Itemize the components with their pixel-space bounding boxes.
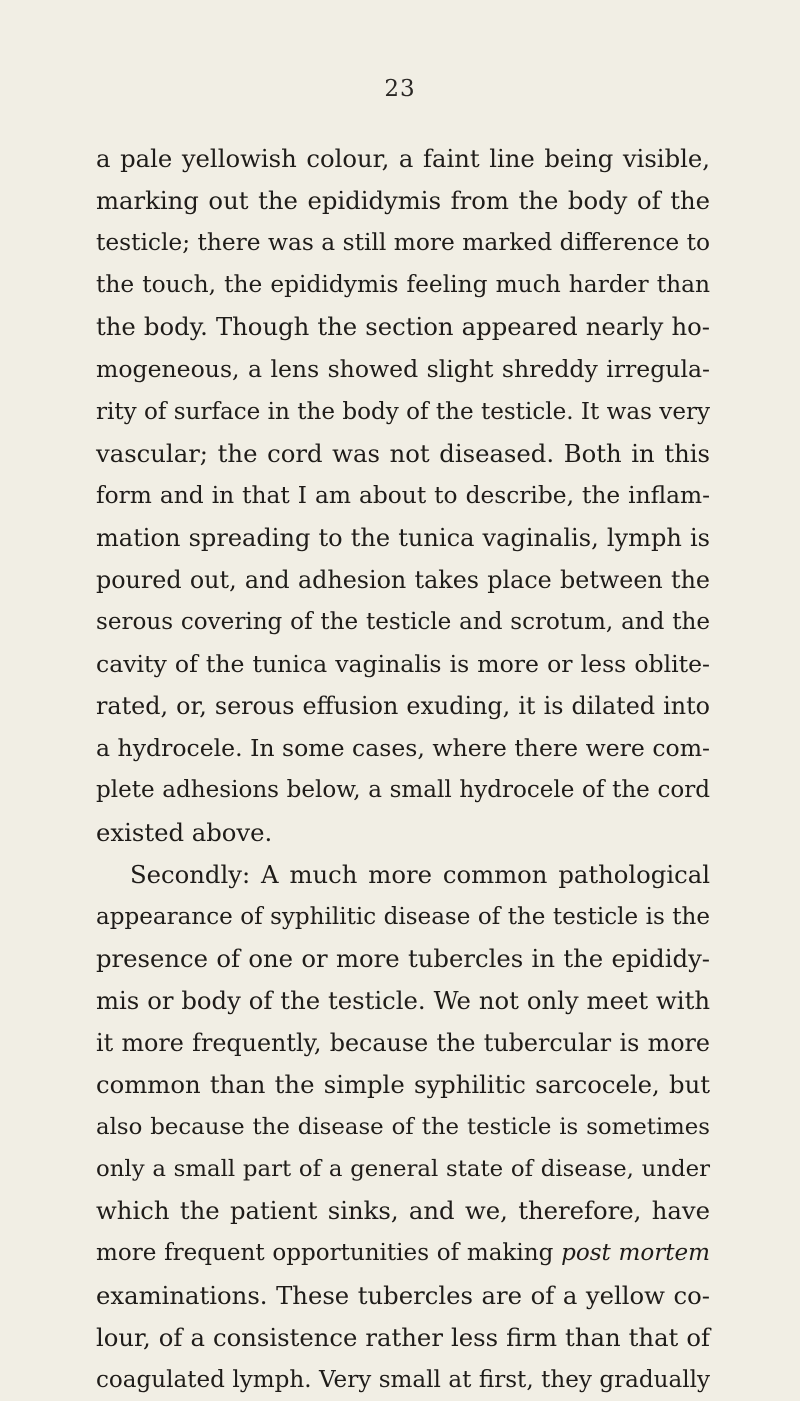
- text-line: lour, of a consistence rather less firm than that of: [96, 1322, 710, 1352]
- text-line: mis or body of the testicle. We not only meet with: [96, 985, 710, 1015]
- text-line: which the patient sinks, and we, therefore, have: [96, 1196, 710, 1226]
- paragraph-start-line: Secondly: A much more common pathological: [130, 859, 710, 889]
- paragraph-end-line: existed above.: [96, 817, 273, 847]
- text-line: mogeneous, a lens showed slight shreddy irregula-: [96, 355, 710, 384]
- text-line: presence of one or more tubercles in the epididy-: [96, 943, 710, 973]
- text-line: it more frequently, because the tubercular is more: [96, 1028, 710, 1057]
- text-line: a pale yellowish colour, a faint line being visible,: [96, 144, 710, 173]
- text-line: plete adhesions below, a small hydrocele of the cord: [96, 777, 710, 804]
- text-line: rity of surface in the body of the testicle. It was very: [96, 398, 710, 425]
- line-text: more frequent opportunities of making: [96, 1240, 554, 1267]
- text-line: the body. Though the section appeared nearly ho-: [96, 312, 710, 342]
- text-line: cavity of the tunica vaginalis is more or less oblite-: [96, 650, 710, 679]
- text-line: rated, or, serous effusion exuding, it is dilated into: [96, 692, 710, 721]
- text-line: common than the simple syphilitic sarcocele, but: [96, 1070, 710, 1100]
- body-text: [96, 138, 710, 1401]
- text-line: poured out, and adhesion takes place between the: [96, 565, 710, 594]
- text-line: vascular; the cord was not diseased. Both in this: [96, 438, 710, 468]
- page-number: 23: [384, 76, 416, 102]
- text-line: only a small part of a general state of disease, under: [96, 1156, 710, 1183]
- text-line-with-italic: [96, 1232, 710, 1274]
- text-line: form and in that I am about to describe, the inflam-: [96, 481, 710, 509]
- text-line: serous covering of the testicle and scrotum, and the: [96, 609, 710, 636]
- text-line: a hydrocele. In some cases, where there were com-: [96, 734, 710, 763]
- text-line: also because the disease of the testicle is sometimes: [96, 1114, 710, 1141]
- text-line: coagulated lymph. Very small at first, they gradually: [96, 1366, 710, 1393]
- text-line: examinations. These tubercles are of a yellow co-: [96, 1280, 710, 1310]
- text-line: appearance of syphilitic disease of the testicle is the: [96, 903, 710, 930]
- text-line: testicle; there was a still more marked difference to: [96, 229, 710, 257]
- text-line: mation spreading to the tunica vaginalis, lymph is: [96, 523, 710, 552]
- text-line: the touch, the epididymis feeling much harder than: [96, 271, 710, 299]
- italic-term: post mortem: [561, 1240, 711, 1267]
- text-line: marking out the epididymis from the body of the: [96, 186, 710, 216]
